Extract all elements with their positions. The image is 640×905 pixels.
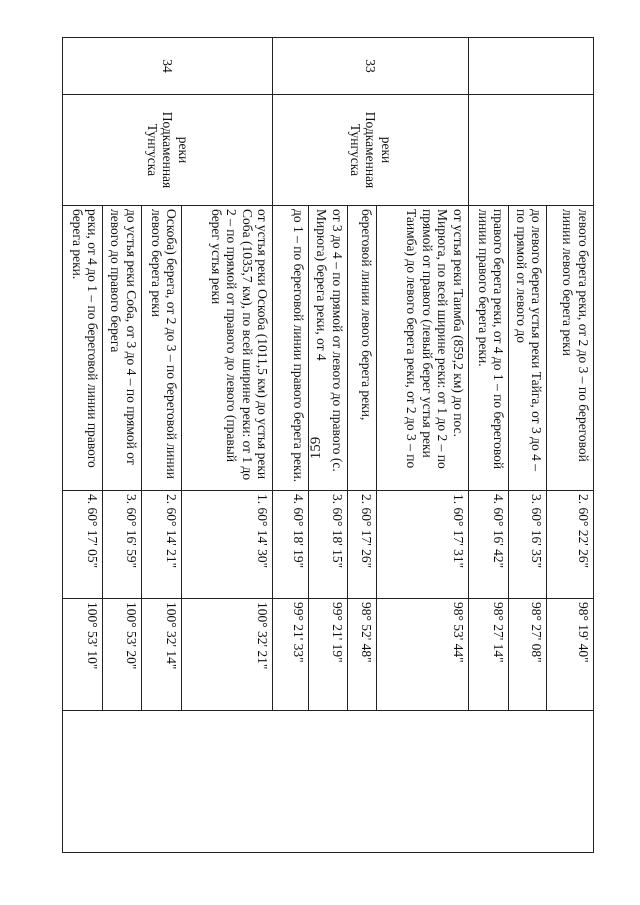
desc-cell: правого берега реки, от 4 до 1 – по береговой линии правого берега реки.: [468, 206, 508, 491]
lat-cell: 3. 60° 16' 59": [103, 491, 141, 599]
desc-cell: реки, от 4 до 1 – по береговой линии правого берега реки.: [63, 206, 103, 491]
desc-cell: до левого берега устья реки Тайга, от 3 до 4 – по прямой от левого до: [509, 206, 547, 491]
num-cell-continued: [468, 38, 593, 95]
lon-cell: 100° 53' 10": [63, 599, 103, 711]
desc-cell: Оскоба) берега, от 2 до 3 – по береговой линии левого берега реки: [141, 206, 181, 491]
desc-cell: береговой линии левого берега реки,: [347, 206, 377, 491]
desc-cell: от устья реки Таимба (859,2 км) до пос. Мирюга, по всей ширине реки: от 1 до 2 – по прямой от правого (левый берег устья реки Таимба) до левого берега реки, от 2 до 3 – по: [377, 206, 468, 491]
row-number: 34: [63, 38, 273, 95]
river-cell-continued: [468, 95, 593, 206]
river-name: реки Подкаменная Тунгуска: [273, 95, 468, 206]
lat-cell: 3. 60° 16' 35": [509, 491, 547, 599]
river-name: реки Подкаменная Тунгуска: [63, 95, 273, 206]
lon-cell: 100° 32' 21": [182, 599, 273, 711]
lon-cell: 98° 53' 44": [377, 599, 468, 711]
coordinates-table: [62, 37, 594, 853]
lon-cell: 100° 32' 14": [141, 599, 181, 711]
blank-column: [63, 711, 594, 853]
desc-cell: левого берега реки, от 2 до 3 – по береговой линии левого берега реки: [547, 206, 594, 491]
lon-cell: 98° 52' 48": [347, 599, 377, 711]
page-number: 159: [308, 436, 324, 460]
desc-cell: от 3 до 4 – по прямой от левого до правого (с. Мирюга) берега реки, от 4: [309, 206, 347, 491]
desc-cell: до 1 – по береговой линии правого берега реки.: [273, 206, 309, 491]
lon-cell: 99° 21' 19": [309, 599, 347, 711]
lat-cell: 2. 60° 17' 26": [347, 491, 377, 599]
lat-cell: 3. 60° 18' 15": [309, 491, 347, 599]
desc-cell: от устья реки Оскоба (1011,5 км) до устья реки Соба (1035,7 км), по всей ширине реки: от 1 до 2 – по прямой от правого до левого (правый берег устья реки: [182, 206, 273, 491]
lon-cell: 100° 53' 20": [103, 599, 141, 711]
table-row: [547, 38, 594, 853]
lat-cell: 2. 60° 14' 21": [141, 491, 181, 599]
lat-cell: 1. 60° 17' 31": [377, 491, 468, 599]
lon-cell: 98° 27' 08": [509, 599, 547, 711]
lat-cell: 1. 60° 14' 30": [182, 491, 273, 599]
lon-cell: 98° 19' 40": [547, 599, 594, 711]
rotated-table-wrapper: [62, 37, 594, 852]
lat-cell: 4. 60° 16' 42": [468, 491, 508, 599]
lat-cell: 2. 60° 22' 26": [547, 491, 594, 599]
lat-cell: 4. 60° 17' 05": [63, 491, 103, 599]
row-number: 33: [273, 38, 468, 95]
lon-cell: 98° 27' 14": [468, 599, 508, 711]
lon-cell: 99° 21' 33": [273, 599, 309, 711]
lat-cell: 4. 60° 18' 19": [273, 491, 309, 599]
desc-cell: до устья реки Соба, от 3 до 4 – по прямой от левого до правого берега: [103, 206, 141, 491]
